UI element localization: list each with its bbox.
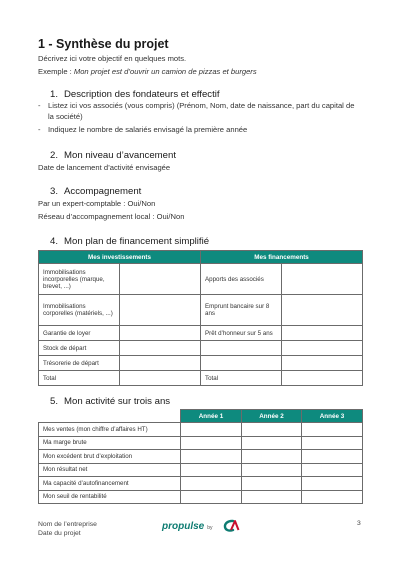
bullet-text: Indiquez le nombre de salariés envisagé la première année	[48, 125, 248, 134]
investment-label: Immobilisations incorporelles (marque, brevet, ...)	[39, 264, 120, 295]
footer-project-date: Date du projet	[38, 530, 81, 537]
logo-wordmark: propulse	[162, 521, 205, 532]
intro-example-prefix: Exemple :	[38, 67, 74, 76]
value-cell[interactable]	[302, 490, 363, 504]
financing-label	[201, 356, 282, 371]
column-header-year-2: Année 2	[242, 410, 302, 423]
investment-total-value[interactable]	[120, 371, 201, 386]
section-1-number: 1.	[50, 89, 59, 100]
value-cell[interactable]	[242, 477, 302, 491]
section-2-number: 2.	[50, 150, 59, 161]
footer-company-name: Nom de l’entreprise	[38, 521, 97, 528]
footer-info	[38, 520, 97, 538]
value-cell[interactable]	[302, 423, 363, 437]
value-cell[interactable]	[242, 423, 302, 437]
table-header-row	[39, 251, 363, 264]
value-cell[interactable]	[242, 450, 302, 464]
section-1-title: Description des fondateurs et effectif	[64, 89, 220, 100]
financing-label	[201, 341, 282, 356]
section-5-number: 5.	[50, 396, 59, 407]
investment-value[interactable]	[120, 264, 201, 295]
investment-total-label: Total	[39, 371, 120, 386]
value-cell[interactable]	[181, 436, 242, 450]
bullet-text: Listez ici vos associés (vous compris) (Prénom, Nom, date de naissance, part du capital de la société)	[48, 101, 355, 121]
column-header-year-1: Année 1	[181, 410, 242, 423]
page-title: 1 - Synthèse du projet	[38, 37, 169, 51]
value-cell[interactable]	[181, 450, 242, 464]
header-blank-cell	[39, 410, 181, 423]
value-cell[interactable]	[181, 463, 242, 477]
table-row	[39, 326, 363, 341]
section-3-number: 3.	[50, 186, 59, 197]
section-3-title: Accompagnement	[64, 186, 142, 197]
logo-by: by	[207, 525, 213, 531]
financing-value[interactable]	[282, 295, 363, 326]
table-row	[39, 490, 363, 504]
table-row	[39, 463, 363, 477]
value-cell[interactable]	[242, 463, 302, 477]
intro-example	[38, 67, 257, 76]
row-label: Mes ventes (mon chiffre d’affaires HT)	[39, 423, 181, 437]
row-label: Mon seuil de rentabilité	[39, 490, 181, 504]
investment-label: Trésorerie de départ	[39, 356, 120, 371]
financing-value[interactable]	[282, 264, 363, 295]
intro-text: Décrivez ici votre objectif en quelques mots.	[38, 54, 187, 63]
financing-label: Apports des associés	[201, 264, 282, 295]
section-2-heading	[50, 150, 176, 161]
investment-value[interactable]	[120, 341, 201, 356]
investment-label: Garantie de loyer	[39, 326, 120, 341]
row-label: Ma marge brute	[39, 436, 181, 450]
table-row	[39, 341, 363, 356]
financing-label: Emprunt bancaire sur 8 ans	[201, 295, 282, 326]
column-header-investments: Mes investissements	[39, 251, 201, 264]
column-header-financing: Mes financements	[201, 251, 363, 264]
section-3-line-1: Par un expert-comptable : Oui/Non	[38, 199, 156, 208]
activity-table	[38, 409, 363, 504]
bullet-dash: -	[38, 101, 41, 110]
value-cell[interactable]	[302, 477, 363, 491]
row-label: Ma capacité d’autofinancement	[39, 477, 181, 491]
section-2-text: Date de lancement d’activité envisagée	[38, 163, 171, 172]
section-3-heading	[50, 186, 141, 197]
table-total-row	[39, 371, 363, 386]
financing-value[interactable]	[282, 341, 363, 356]
intro-example-text: Mon projet est d’ouvrir un camion de pizzas et burgers	[73, 67, 257, 76]
financing-total-value[interactable]	[282, 371, 363, 386]
table-header-row	[39, 410, 363, 423]
investment-value[interactable]	[120, 326, 201, 341]
section-1-heading	[50, 89, 220, 100]
section-3-line-2: Réseau d’accompagnement local : Oui/Non	[38, 212, 185, 221]
investment-label: Immobilisations corporelles (matériels, ...)	[39, 295, 120, 326]
section-5-title: Mon activité sur trois ans	[64, 396, 171, 407]
financing-value[interactable]	[282, 326, 363, 341]
bullet-salaries	[38, 125, 358, 136]
value-cell[interactable]	[242, 436, 302, 450]
investment-value[interactable]	[120, 356, 201, 371]
investment-value[interactable]	[120, 295, 201, 326]
table-row	[39, 423, 363, 437]
bullet-associes	[38, 101, 358, 122]
table-row	[39, 264, 363, 295]
table-row	[39, 356, 363, 371]
section-4-number: 4.	[50, 236, 59, 247]
bullet-dash: -	[38, 125, 41, 134]
value-cell[interactable]	[302, 450, 363, 464]
row-label: Mon excédent brut d’exploitation	[39, 450, 181, 464]
value-cell[interactable]	[181, 477, 242, 491]
credit-agricole-logo-icon	[222, 519, 240, 533]
value-cell[interactable]	[242, 490, 302, 504]
table-row	[39, 295, 363, 326]
investment-label: Stock de départ	[39, 341, 120, 356]
table-row	[39, 436, 363, 450]
propulse-logo	[162, 521, 213, 532]
column-header-year-3: Année 3	[302, 410, 363, 423]
financing-value[interactable]	[282, 356, 363, 371]
section-4-heading	[50, 236, 209, 247]
row-label: Mon résultat net	[39, 463, 181, 477]
section-2-title: Mon niveau d’avancement	[64, 150, 176, 161]
value-cell[interactable]	[302, 436, 363, 450]
value-cell[interactable]	[302, 463, 363, 477]
table-row	[39, 477, 363, 491]
section-4-title: Mon plan de financement simplifié	[64, 236, 210, 247]
value-cell[interactable]	[181, 423, 242, 437]
page-number: 3	[357, 520, 361, 527]
section-5-heading	[50, 396, 170, 407]
financing-label: Prêt d’honneur sur 5 ans	[201, 326, 282, 341]
financing-total-label: Total	[201, 371, 282, 386]
financing-plan-table	[38, 250, 363, 386]
value-cell[interactable]	[181, 490, 242, 504]
table-row	[39, 450, 363, 464]
